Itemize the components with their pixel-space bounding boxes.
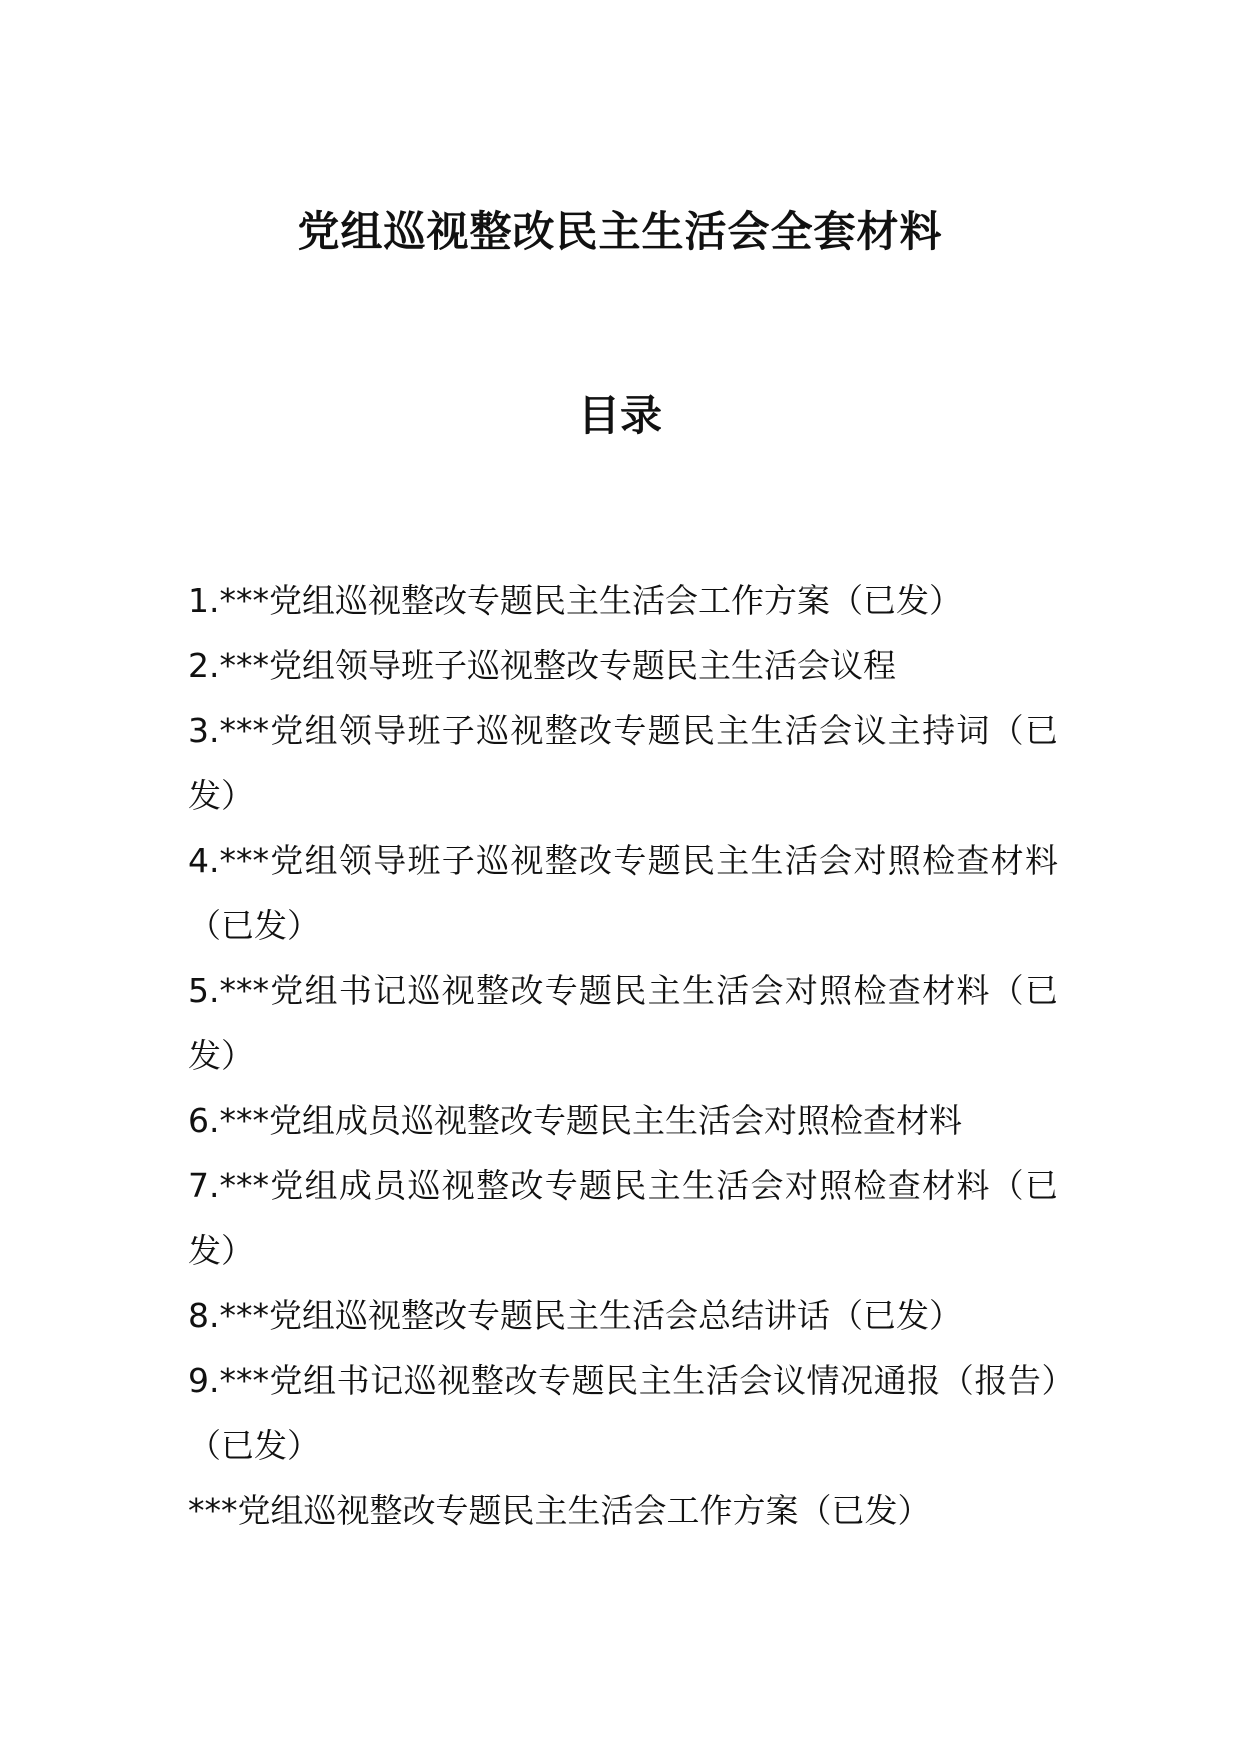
- toc-item-6: 6.***党组成员巡视整改专题民主生活会对照检查材料: [188, 1101, 962, 1140]
- toc-item-1: 1.***党组巡视整改专题民主生活会工作方案（已发）: [188, 581, 962, 620]
- toc-item-8: 8.***党组巡视整改专题民主生活会总结讲话（已发）: [188, 1296, 962, 1335]
- toc-item-3: 3.***党组领导班子巡视整改专题民主生活会议主持词（已发）: [188, 711, 1058, 815]
- toc-item-5: 5.***党组书记巡视整改专题民主生活会对照检查材料（已发）: [188, 971, 1058, 1075]
- toc-item-7: 7.***党组成员巡视整改专题民主生活会对照检查材料（已发）: [188, 1166, 1058, 1270]
- toc-item-9: 9.***党组书记巡视整改专题民主生活会议情况通报（报告）（已发）: [188, 1361, 1058, 1465]
- body-first-line: ***党组巡视整改专题民主生活会工作方案（已发）: [188, 1491, 931, 1530]
- toc-item-2: 2.***党组领导班子巡视整改专题民主生活会议程: [188, 646, 896, 685]
- toc-heading: 目录: [577, 391, 662, 440]
- toc-item-4: 4.***党组领导班子巡视整改专题民主生活会对照检查材料（已发）: [188, 841, 1058, 945]
- toc-list: [188, 568, 1058, 1543]
- document-title: 党组巡视整改民主生活会全套材料: [297, 207, 943, 256]
